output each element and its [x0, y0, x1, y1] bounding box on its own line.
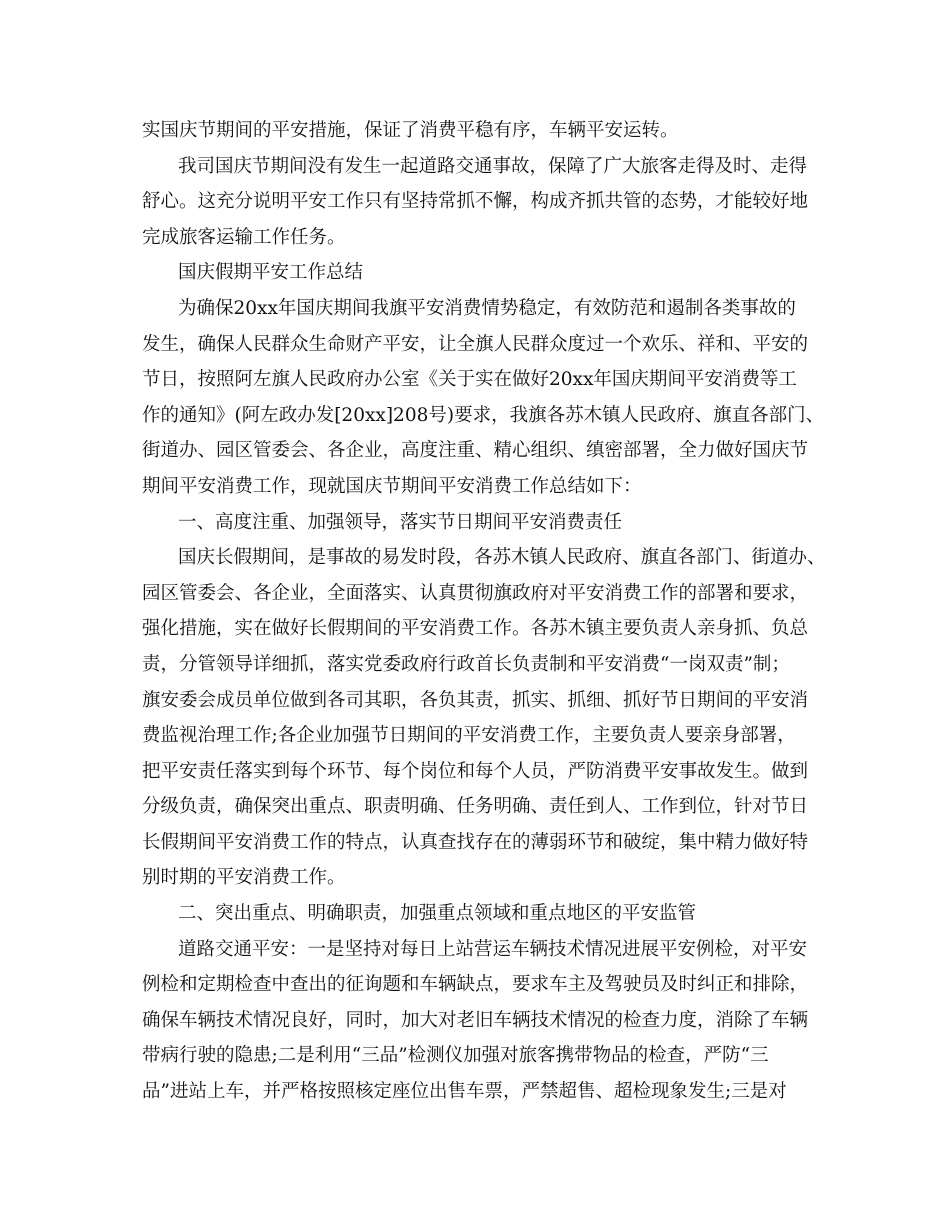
- text-line: 期间平安消费工作，现就国庆节期间平安消费工作总结如下：: [142, 475, 642, 497]
- text-line: 例检和定期检查中查出的征询题和车辆缺点，要求车主及驾驶员及时纠正和排除，: [142, 974, 809, 996]
- text-line: 道路交通平安：一是坚持对每日上站营运车辆技术情况进展平安例检，对平安: [178, 938, 808, 960]
- text-line: 带病行驶的隐患;二是利用“三品”检测仪加强对旅客携带物品的检查，严防“三: [142, 1045, 769, 1067]
- text-line: 园区管委会、各企业，全面落实、认真贯彻旗政府对平安消费工作的部署和要求，: [142, 582, 809, 604]
- text-line: 作的通知》(阿左政办发[20xx]208号)要求，我旗各苏木镇人民政府、旗直各部门、: [142, 404, 825, 426]
- text-line: 把平安责任落实到每个环节、每个岗位和每个人员，严防消费平安事故发生。做到: [142, 760, 809, 782]
- text-line: 舒心。这充分说明平安工作只有坚持常抓不懈，构成齐抓共管的态势，才能较好地: [142, 191, 809, 213]
- text-line: 国庆假期平安工作总结: [178, 262, 364, 284]
- text-line: 发生，确保人民群众生命财产平安，让全旗人民群众度过一个欢乐、祥和、平安的: [142, 333, 809, 355]
- text-line: 街道办、园区管委会、各企业，高度注重、精心组织、缜密部署，全力做好国庆节: [142, 440, 809, 462]
- text-line: 长假期间平安消费工作的特点，认真查找存在的薄弱环节和破绽，集中精力做好特: [142, 831, 809, 853]
- text-line: 节日，按照阿左旗人民政府办公室《关于实在做好20xx年国庆期间平安消费等工: [142, 369, 797, 391]
- text-line: 为确保20xx年国庆期间我旗平安消费情势稳定，有效防范和遏制各类事故的: [178, 297, 796, 319]
- text-line: 品”进站上车，并严格按照核定座位出售车票，严禁超售、超检现象发生;三是对: [142, 1081, 787, 1103]
- text-line: 一、高度注重、加强领导，落实节日期间平安消费责任: [178, 511, 623, 533]
- text-line: 国庆长假期间，是事故的易发时段，各苏木镇人民政府、旗直各部门、街道办、: [178, 547, 826, 569]
- text-line: 完成旅客运输工作任务。: [142, 226, 346, 248]
- text-line: 我司国庆节期间没有发生一起道路交通事故，保障了广大旅客走得及时、走得: [178, 155, 808, 177]
- text-line: 责，分管领导详细抓，落实党委政府行政首长负责制和平安消费“一岗双责”制；: [142, 653, 790, 675]
- text-line: 分级负责，确保突出重点、职责明确、任务明确、责任到人、工作到位，针对节日: [142, 796, 809, 818]
- text-line: 确保车辆技术情况良好，同时，加大对老旧车辆技术情况的检查力度，消除了车辆: [142, 1009, 809, 1031]
- text-line: 强化措施，实在做好长假期间的平安消费工作。各苏木镇主要负责人亲身抓、负总: [142, 618, 809, 640]
- text-line: 实国庆节期间的平安措施，保证了消费平稳有序，车辆平安运转。: [142, 120, 679, 141]
- document-body: [142, 113, 826, 1110]
- text-line: 费监视治理工作;各企业加强节日期间的平安消费工作，主要负责人要亲身部署，: [142, 725, 796, 747]
- text-line: 旗安委会成员单位做到各司其职，各负其责，抓实、抓细、抓好节日期间的平安消: [142, 689, 809, 711]
- text-line: 别时期的平安消费工作。: [142, 867, 346, 889]
- text-line: 二、突出重点、明确职责，加强重点领域和重点地区的平安监管: [178, 903, 697, 925]
